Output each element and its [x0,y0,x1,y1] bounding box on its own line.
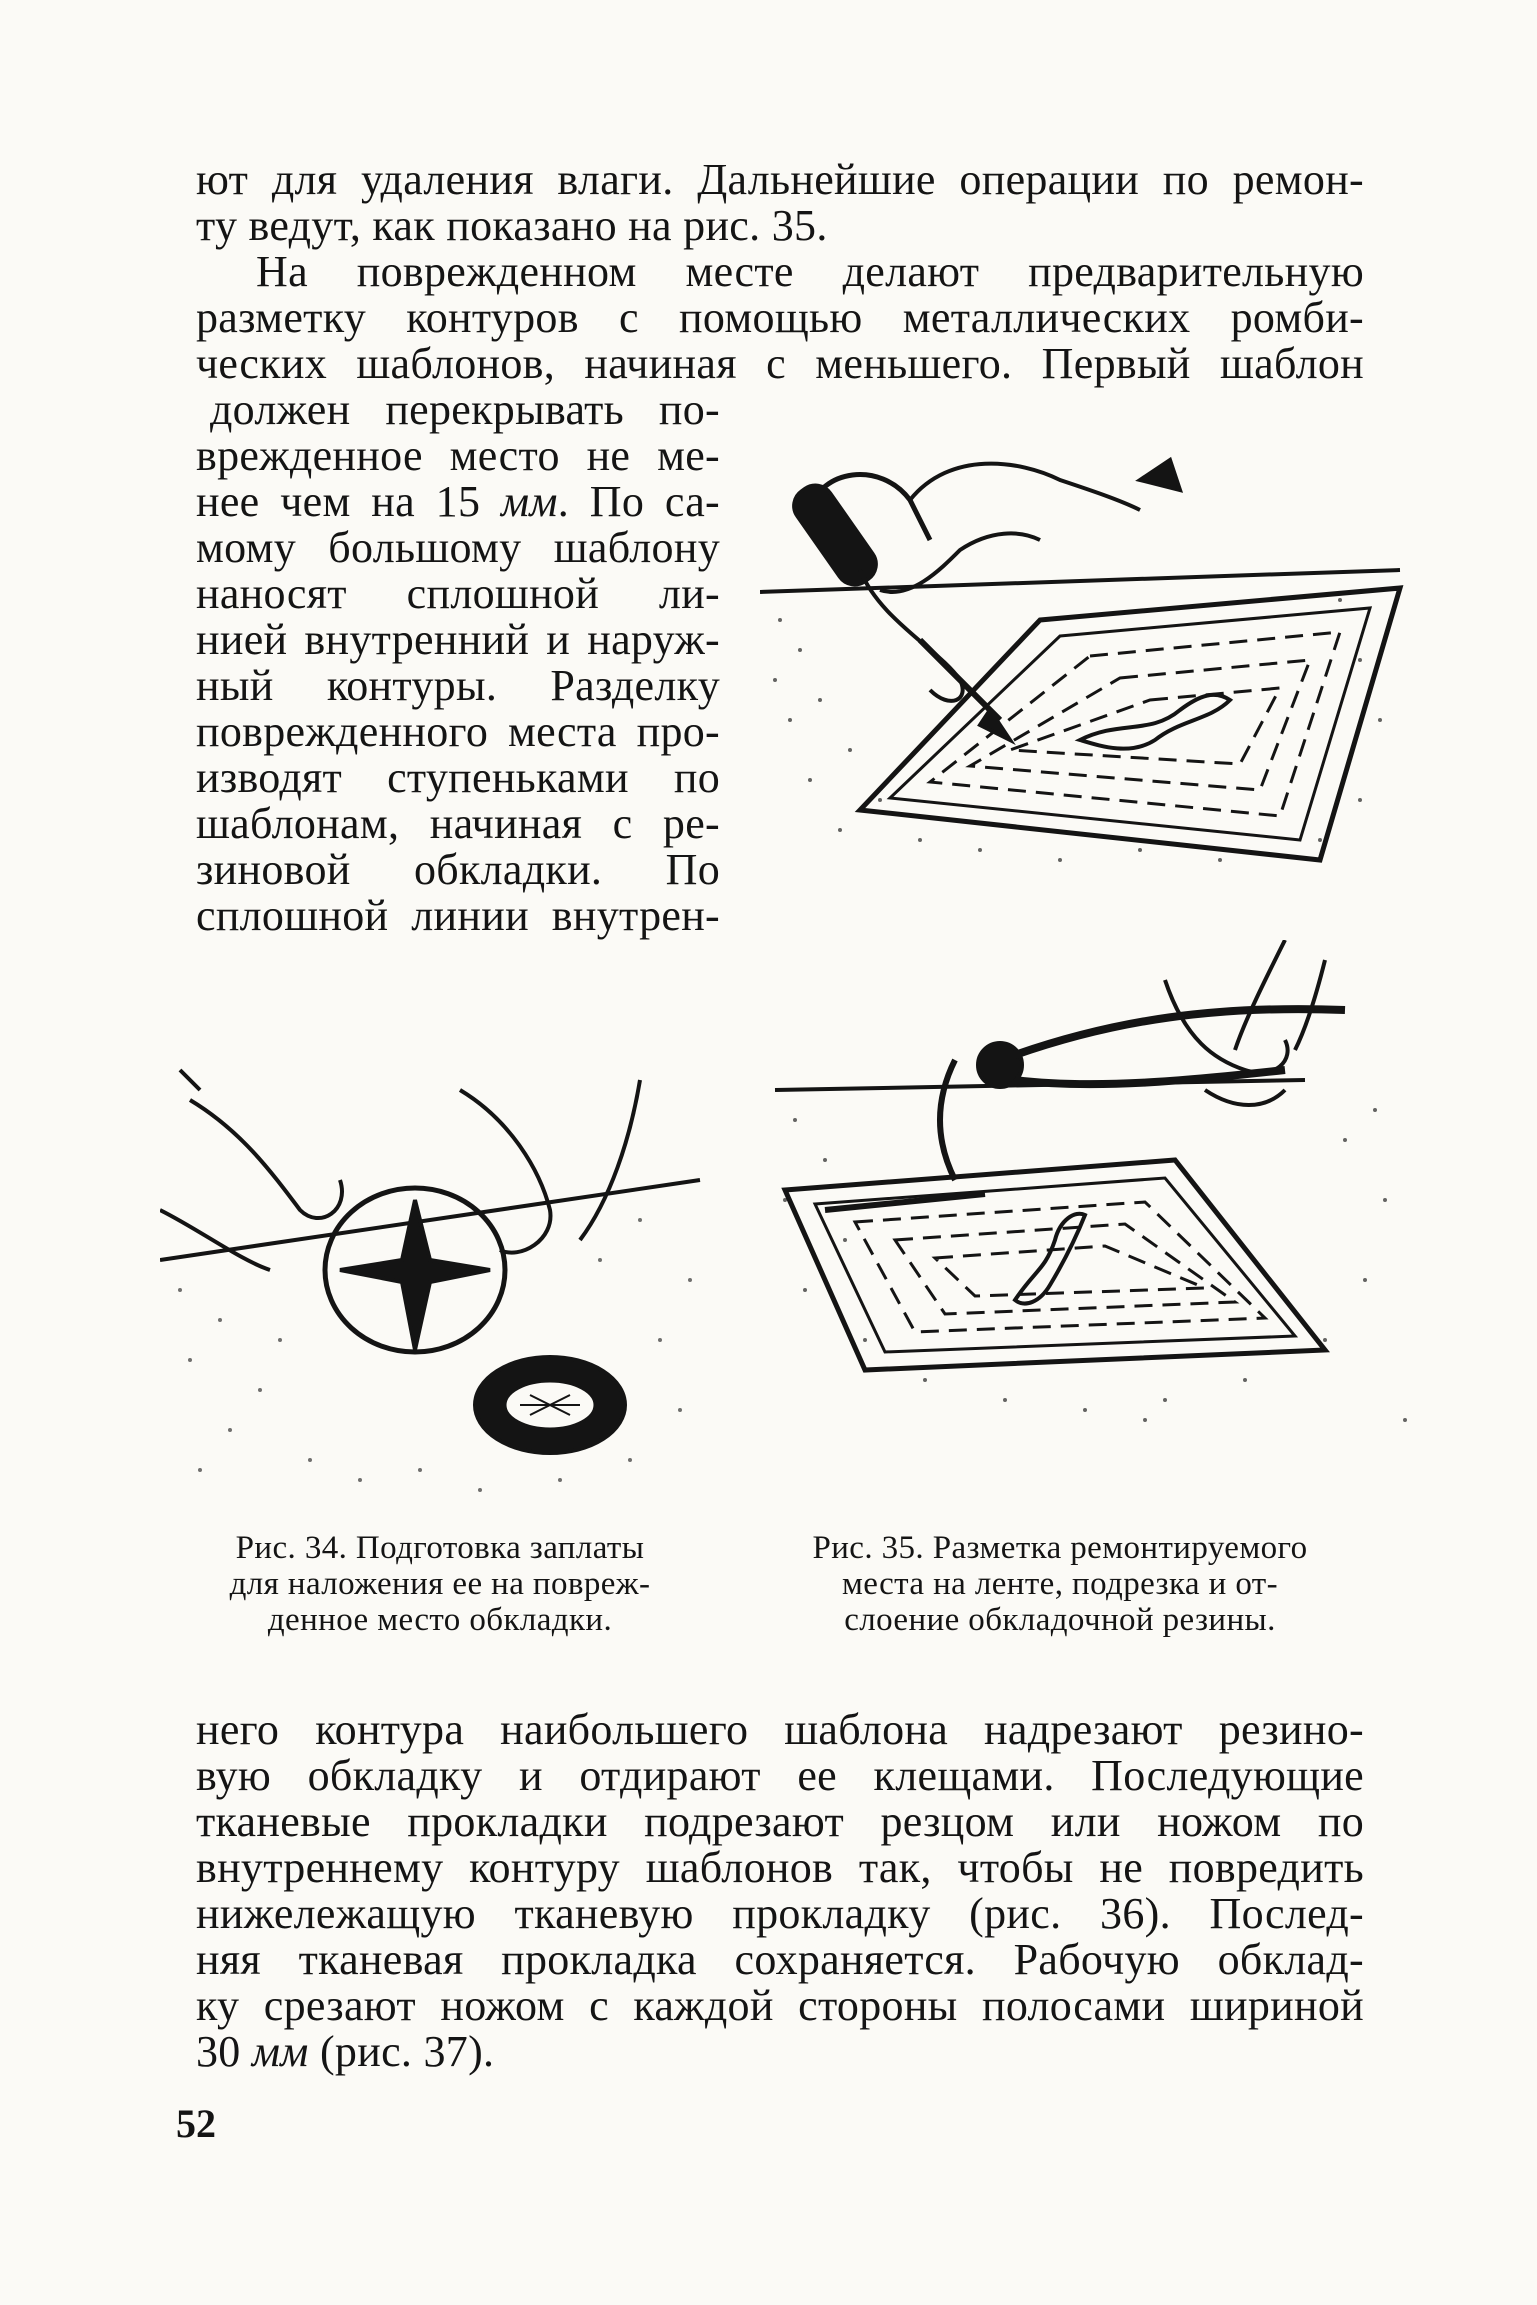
text-line: нией внутренний и наруж- [196,615,720,664]
figure-34-caption [160,1530,720,1638]
text-line: разметку контуров с помощью металлических ромби- [196,293,1364,342]
text-line [196,2027,1364,2076]
unit-mm: мм [501,477,558,526]
text-line: На поврежденном месте делают предварительную [256,247,1364,296]
text-line: наносят сплошной ли- [196,569,720,618]
caption-line: слоение обкладочной резины. [844,1602,1276,1638]
text-line: поврежденного места про- [196,707,720,756]
figure-34-patch-preparation [160,1060,720,1510]
text-line: изводят ступеньками по [196,753,720,802]
text-line: вую обкладку и отдирают ее клещами. Последующие [196,1751,1364,1800]
page-number: 52 [176,2101,216,2146]
text-fragment: . По са- [557,477,720,526]
caption-line: места на ленте, подрезка и от- [841,1566,1279,1602]
text-line: ческих шаблонов, начиная с меньшего. Первый шаблон [196,339,1364,388]
text-line: внутреннему контуру шаблонов так, чтобы не повредить [196,1843,1364,1892]
text-line: нижележащую тканевую прокладку (рис. 36). Послед- [196,1889,1364,1938]
unit-mm: мм [251,2027,309,2076]
text-line: ту ведут, как показано на рис. 35. [196,201,828,250]
caption-line: для наложения ее на повреж- [229,1566,651,1602]
text-fragment: 30 [196,2027,252,2076]
text-line: няя тканевая прокладка сохраняется. Рабочую обклад- [196,1935,1364,1984]
caption-line: денное место обкладки. [267,1602,613,1638]
text-line: мому большому шаблону [196,523,720,572]
text-line [196,477,720,526]
figure-35-caption [760,1530,1360,1638]
text-fragment: (рис. 37). [308,2027,495,2076]
text-line: зиновой обкладки. По [196,845,720,894]
text-line: него контура наибольшего шаблона надрезают резино- [196,1705,1364,1754]
figure-35-pliers-peeling [765,940,1425,1460]
text-line: шаблонам, начиная с ре- [196,799,720,848]
text-line: ку срезают ножом с каждой стороны полосами шириной [196,1981,1364,2030]
text-line: сплошной линии внутрен- [196,891,720,940]
caption-line: Рис. 35. Разметка ремонтируемого [812,1530,1308,1566]
text-line: должен перекрывать по- [210,385,720,434]
text-line: ный контуры. Разделку [196,661,720,710]
text-line: ют для удаления влаги. Дальнейшие операции по ремон- [196,155,1364,204]
figure-35-knife-marking [760,420,1420,880]
text-line: врежденное место не ме- [196,431,720,480]
text-fragment: нее чем на 15 [196,477,501,526]
caption-line: Рис. 34. Подготовка заплаты [235,1530,645,1566]
text-line: тканевые прокладки подрезают резцом или ножом по [196,1797,1364,1846]
